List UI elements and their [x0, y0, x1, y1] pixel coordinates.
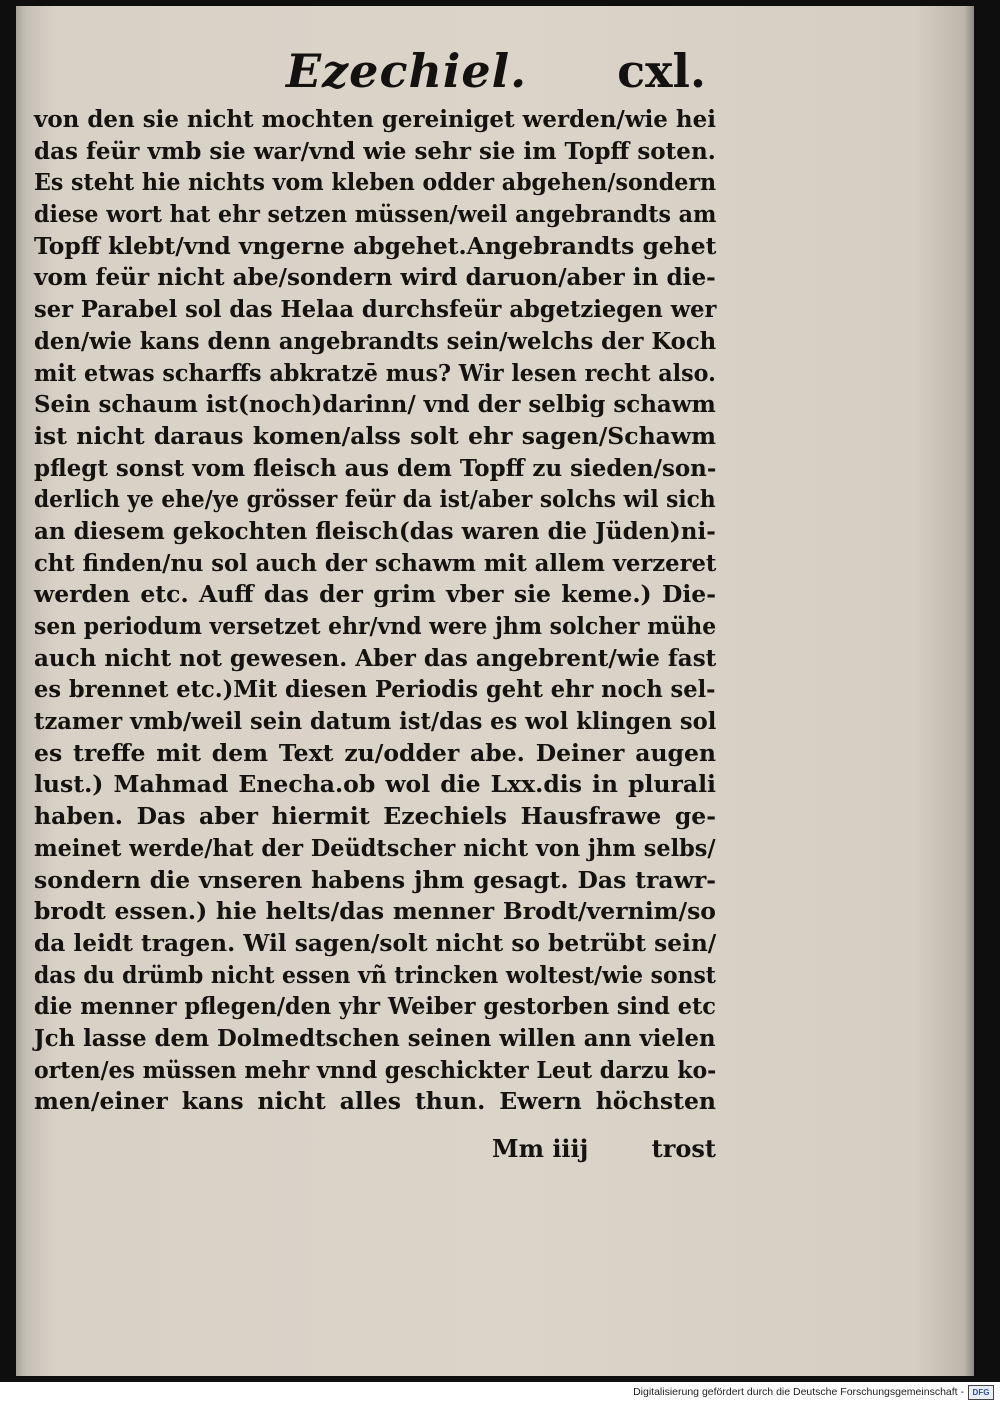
- text-line: pflegt sonst vom fleisch aus dem Topff zu sieden/son-: [34, 453, 717, 482]
- text-line: meinet werde/hat der Deüdtscher nicht von jhm selbs/: [34, 833, 716, 862]
- running-head: Ezechiel.: [286, 44, 528, 98]
- text-line: mit etwas scharffs abkratzē mus? Wir lesen recht also.: [34, 358, 716, 387]
- text-line: diese wort hat ehr setzen müssen/weil angebrandts am: [34, 200, 717, 229]
- body-text: [34, 104, 716, 1118]
- text-line: men/einer kans nicht alles thun. Ewern höchsten: [34, 1087, 716, 1116]
- signature-mark: Mm iiij: [492, 1134, 589, 1163]
- funding-credit: Digitalisierung gefördert durch die Deutsche Forschungsgemeinschaft -: [633, 1386, 964, 1398]
- text-line: von den sie nicht mochten gereiniget werden/wie hei: [34, 105, 716, 133]
- catchword: trost: [651, 1134, 716, 1163]
- text-line: Jch lasse dem Dolmedtschen seinen willen ann vielen: [34, 1023, 716, 1052]
- text-line: cht finden/nu sol auch der schawm mit allem verzeret: [34, 548, 717, 577]
- book-page: [16, 6, 974, 1376]
- text-line: vom feür nicht abe/sondern wird daruon/aber in die-: [34, 263, 716, 292]
- text-line: den/wie kans denn angebrandts sein/welchs der Koch: [34, 326, 717, 355]
- text-line: es brennet etc.)Mit diesen Periodis geht ehr noch sel-: [34, 675, 716, 704]
- text-line: tzamer vmb/weil sein datum ist/das es wol klingen sol: [34, 707, 717, 736]
- text-line: sondern die vnseren habens jhm gesagt. Das trawr-: [34, 865, 716, 894]
- text-line: Es steht hie nichts vom kleben odder abgehen/sondern: [34, 168, 717, 197]
- folio-number: cxl.: [617, 44, 706, 98]
- text-line: da leidt tragen. Wil sagen/solt nicht so betrübt sein/: [34, 928, 717, 957]
- page-footer: [478, 1134, 716, 1168]
- text-line: an diesem gekochten fleisch(das waren die Jüden)ni-: [34, 516, 716, 545]
- text-line: Sein schaum ist(noch)darinn/ vnd der selbig schawm: [34, 390, 716, 419]
- text-line: brodt essen.) hie helts/das menner Brodt/vernim/so: [34, 897, 716, 926]
- text-line: das feür vmb sie war/vnd wie sehr sie im Topff soten.: [34, 136, 716, 165]
- text-line: orten/es müssen mehr vnnd geschickter Leut darzu ko-: [34, 1055, 717, 1084]
- text-line: derlich ye ehe/ye grösser feür da ist/aber solchs wil sich: [34, 485, 716, 514]
- credit-bar: [0, 1382, 1000, 1402]
- text-line: ist nicht daraus komen/alss solt ehr sagen/Schawm: [34, 421, 716, 450]
- text-line: lust.) Mahmad Enecha.ob wol die Lxx.dis in plurali: [34, 770, 716, 799]
- text-line: werden etc. Auff das der grim vber sie keme.) Die-: [34, 580, 716, 609]
- text-line: Topff klebt/vnd vngerne abgehet.Angebrandts gehet: [34, 231, 717, 260]
- text-line: das du drümb nicht essen vñ trincken woltest/wie sonst: [34, 960, 716, 989]
- text-line: auch nicht not gewesen. Aber das angebrent/wie fast: [34, 643, 717, 672]
- text-line: haben. Das aber hiermit Ezechiels Hausfrawe ge-: [34, 802, 716, 831]
- dfg-logo-icon: DFG: [968, 1385, 994, 1400]
- text-line: ser Parabel sol das Helaa durchsfeür abgetziegen wer: [34, 295, 717, 324]
- text-line: sen periodum versetzet ehr/vnd were jhm solcher mühe: [34, 612, 717, 640]
- text-line: die menner pflegen/den yhr Weiber gestorben sind etc: [34, 992, 716, 1021]
- text-line: es treffe mit dem Text zu/odder abe. Deiner augen: [34, 738, 716, 767]
